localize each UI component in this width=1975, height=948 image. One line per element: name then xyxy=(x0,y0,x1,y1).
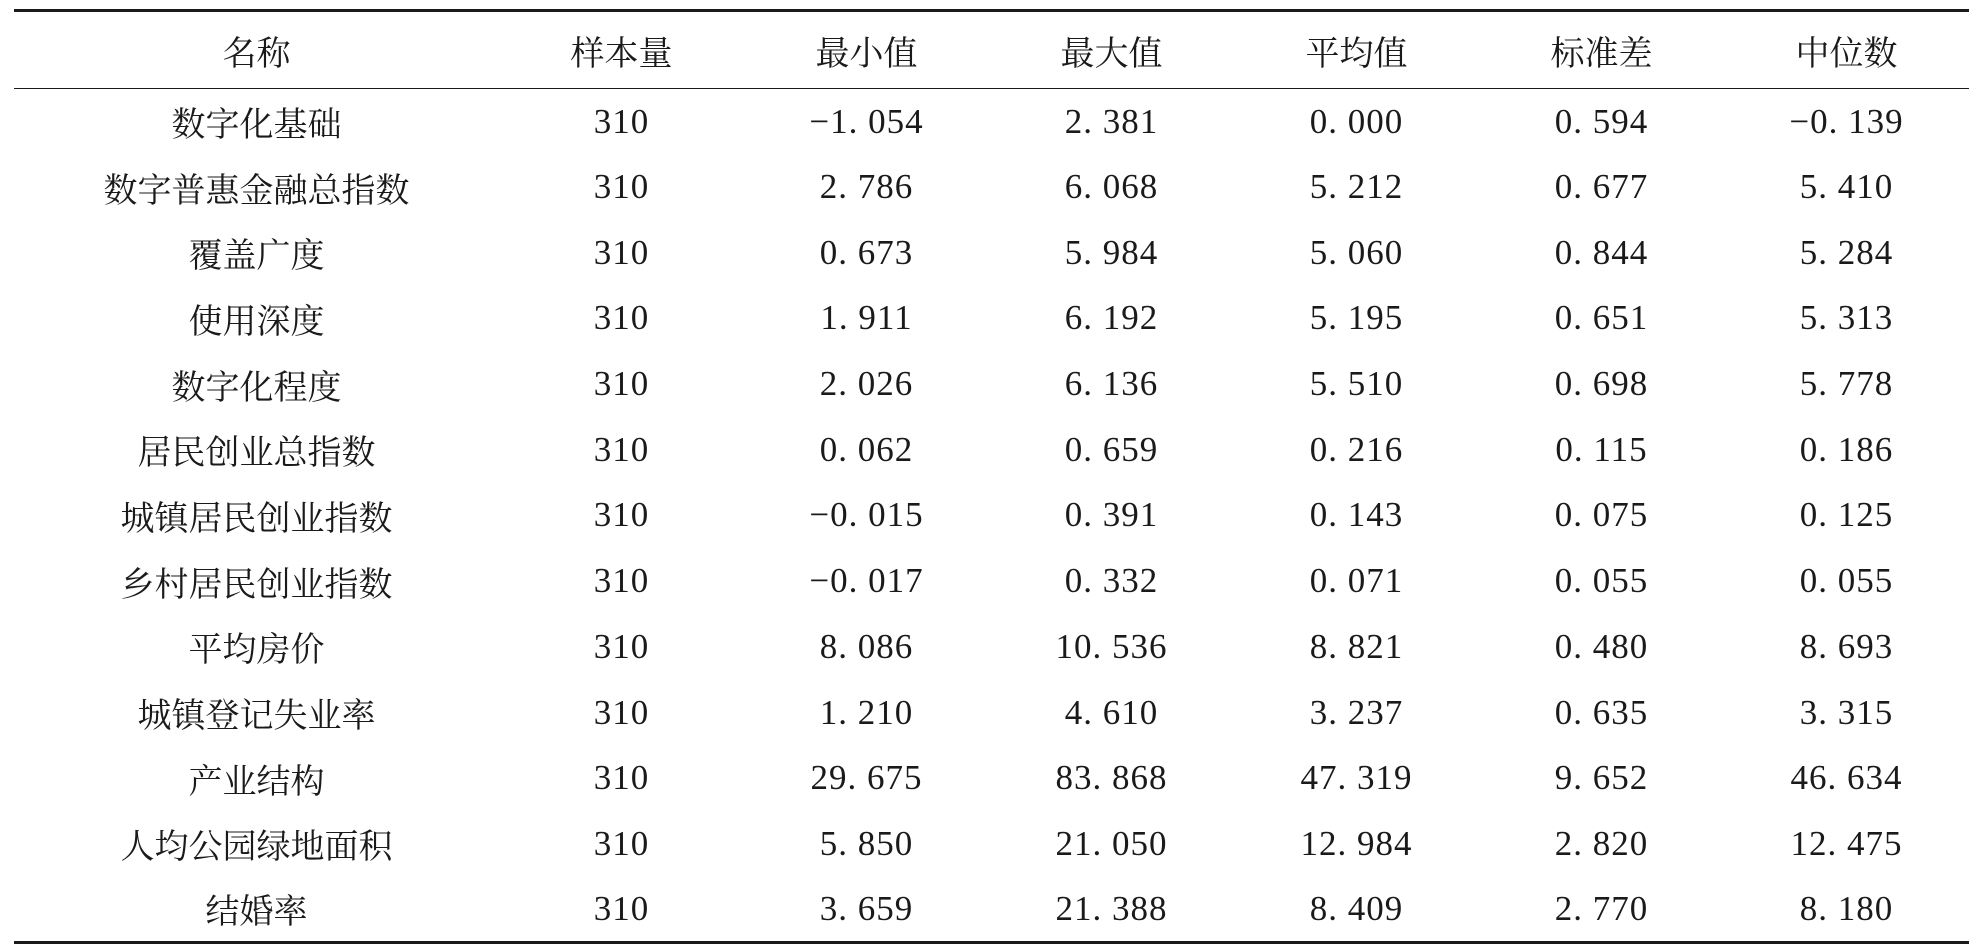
table-row xyxy=(14,89,1969,155)
cell-mean: 3. 237 xyxy=(1309,692,1404,732)
cell-std-dev: 2. 820 xyxy=(1554,823,1649,863)
table-row xyxy=(14,811,1969,877)
cell-median: 0. 186 xyxy=(1799,429,1894,469)
cell-std-dev: 0. 055 xyxy=(1554,561,1649,601)
header-name: 名称 xyxy=(14,11,499,89)
cell-min: −0. 015 xyxy=(809,495,924,535)
cell-mean: 5. 195 xyxy=(1309,298,1404,338)
cell-min: 2. 026 xyxy=(819,364,914,404)
cell-std-dev: 0. 635 xyxy=(1554,692,1649,732)
header-median: 中位数 xyxy=(1724,11,1969,89)
cell-mean: 5. 060 xyxy=(1309,232,1404,272)
table-body xyxy=(14,89,1969,943)
cell-median: 46. 634 xyxy=(1790,758,1903,798)
cell-min: 2. 786 xyxy=(819,167,914,207)
cell-min: 3. 659 xyxy=(744,877,989,943)
cell-name: 数字化基础 xyxy=(171,105,342,146)
cell-mean: 8. 409 xyxy=(1234,877,1479,943)
cell-min: 0. 673 xyxy=(819,232,914,272)
table-row xyxy=(14,351,1969,417)
cell-sample-size: 310 xyxy=(593,823,650,863)
cell-max: 6. 192 xyxy=(1064,298,1159,338)
statistics-table-container xyxy=(14,9,1969,944)
cell-sample-size: 310 xyxy=(593,101,650,141)
descriptive-statistics-table xyxy=(14,9,1969,944)
cell-name: 平均房价 xyxy=(188,630,325,671)
table-row xyxy=(14,220,1969,286)
cell-name: 数字化程度 xyxy=(171,367,342,408)
cell-sample-size: 310 xyxy=(593,561,650,601)
cell-max: 2. 381 xyxy=(1064,101,1159,141)
cell-sample-size: 310 xyxy=(593,758,650,798)
table-row xyxy=(14,877,1969,943)
cell-mean: 0. 143 xyxy=(1309,495,1404,535)
cell-mean: 0. 000 xyxy=(1309,101,1404,141)
cell-min: 29. 675 xyxy=(810,758,923,798)
cell-mean: 47. 319 xyxy=(1300,758,1413,798)
header-std-dev: 标准差 xyxy=(1479,11,1724,89)
cell-std-dev: 0. 844 xyxy=(1554,232,1649,272)
cell-max: 6. 068 xyxy=(1064,167,1159,207)
cell-name: 乡村居民创业指数 xyxy=(120,564,393,605)
table-row xyxy=(14,286,1969,352)
cell-sample-size: 310 xyxy=(593,495,650,535)
cell-median: 0. 125 xyxy=(1799,495,1894,535)
cell-sample-size: 310 xyxy=(593,364,650,404)
header-sample-size: 样本量 xyxy=(499,11,744,89)
cell-std-dev: 9. 652 xyxy=(1554,758,1649,798)
cell-median: 5. 410 xyxy=(1799,167,1894,207)
cell-max: 10. 536 xyxy=(1055,626,1168,666)
cell-name: 城镇居民创业指数 xyxy=(120,498,393,539)
cell-sample-size: 310 xyxy=(593,298,650,338)
cell-name: 人均公园绿地面积 xyxy=(120,827,393,868)
cell-min: 8. 086 xyxy=(819,626,914,666)
cell-median: 8. 180 xyxy=(1724,877,1969,943)
cell-mean: 0. 216 xyxy=(1309,429,1404,469)
cell-std-dev: 0. 115 xyxy=(1555,429,1648,469)
cell-std-dev: 0. 480 xyxy=(1554,626,1649,666)
cell-std-dev: 0. 651 xyxy=(1554,298,1649,338)
cell-name: 城镇登记失业率 xyxy=(137,696,376,737)
cell-name: 结婚率 xyxy=(14,877,499,943)
header-mean: 平均值 xyxy=(1234,11,1479,89)
table-row xyxy=(14,154,1969,220)
cell-median: 5. 313 xyxy=(1799,298,1894,338)
cell-std-dev: 0. 594 xyxy=(1554,101,1649,141)
cell-max: 83. 868 xyxy=(1055,758,1168,798)
cell-max: 5. 984 xyxy=(1064,232,1159,272)
table-row xyxy=(14,680,1969,746)
cell-median: 12. 475 xyxy=(1790,823,1903,863)
cell-median: 8. 693 xyxy=(1799,626,1894,666)
cell-max: 21. 388 xyxy=(989,877,1234,943)
table-row xyxy=(14,745,1969,811)
cell-mean: 8. 821 xyxy=(1309,626,1404,666)
cell-max: 0. 332 xyxy=(1064,561,1159,601)
cell-sample-size: 310 xyxy=(499,877,744,943)
table-row xyxy=(14,417,1969,483)
header-max: 最大值 xyxy=(989,11,1234,89)
cell-name: 居民创业总指数 xyxy=(137,433,376,474)
header-min: 最小值 xyxy=(744,11,989,89)
cell-min: 1. 210 xyxy=(819,692,914,732)
cell-min: 1. 911 xyxy=(820,298,913,338)
cell-median: 3. 315 xyxy=(1799,692,1894,732)
table-row xyxy=(14,548,1969,614)
cell-min: 5. 850 xyxy=(819,823,914,863)
cell-median: 0. 055 xyxy=(1799,561,1894,601)
table-row xyxy=(14,614,1969,680)
cell-sample-size: 310 xyxy=(593,167,650,207)
cell-max: 6. 136 xyxy=(1064,364,1159,404)
cell-mean: 5. 510 xyxy=(1309,364,1404,404)
cell-mean: 5. 212 xyxy=(1309,167,1404,207)
cell-name: 数字普惠金融总指数 xyxy=(103,170,410,211)
cell-name: 覆盖广度 xyxy=(188,236,325,277)
table-header xyxy=(14,11,1969,89)
cell-median: 5. 778 xyxy=(1799,364,1894,404)
cell-mean: 12. 984 xyxy=(1300,823,1413,863)
cell-sample-size: 310 xyxy=(593,626,650,666)
cell-min: −0. 017 xyxy=(809,561,924,601)
cell-sample-size: 310 xyxy=(593,429,650,469)
cell-std-dev: 0. 677 xyxy=(1554,167,1649,207)
cell-std-dev: 2. 770 xyxy=(1479,877,1724,943)
cell-min: −1. 054 xyxy=(809,101,924,141)
cell-max: 21. 050 xyxy=(1055,823,1168,863)
cell-max: 0. 391 xyxy=(1064,495,1159,535)
cell-max: 4. 610 xyxy=(1064,692,1159,732)
cell-std-dev: 0. 075 xyxy=(1554,495,1649,535)
cell-min: 0. 062 xyxy=(819,429,914,469)
cell-max: 0. 659 xyxy=(1064,429,1159,469)
cell-std-dev: 0. 698 xyxy=(1554,364,1649,404)
cell-mean: 0. 071 xyxy=(1309,561,1404,601)
header-row xyxy=(14,11,1969,89)
cell-median: 5. 284 xyxy=(1799,232,1894,272)
cell-name: 产业结构 xyxy=(188,761,325,802)
cell-median: −0. 139 xyxy=(1789,101,1904,141)
cell-sample-size: 310 xyxy=(593,232,650,272)
cell-sample-size: 310 xyxy=(593,692,650,732)
table-row xyxy=(14,483,1969,549)
cell-name: 使用深度 xyxy=(188,301,325,342)
